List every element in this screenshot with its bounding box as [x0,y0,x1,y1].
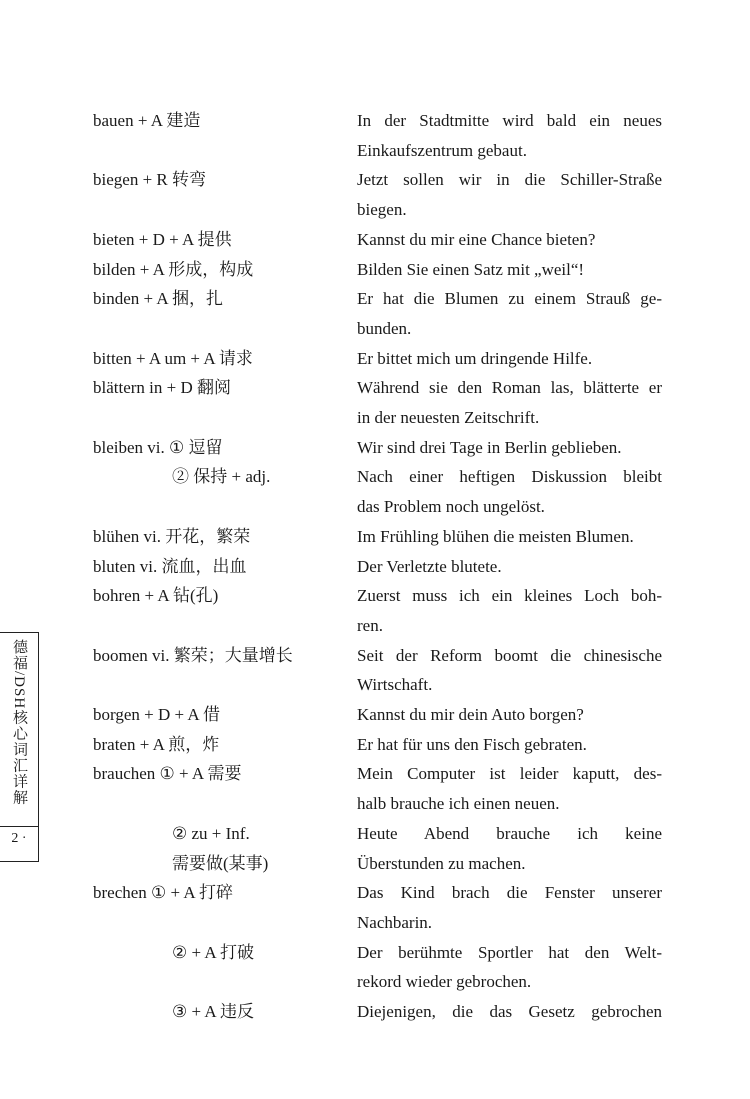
example-sentence-line: Nach einer heftigen Diskussion bleibt [357,467,662,487]
entry-headword: bohren + A 钻(孔) [93,586,219,606]
entry-headword: bitten + A um + A 请求 [93,348,253,368]
page-number: 2 · [11,831,27,846]
entry-headword: boomen vi. 繁荣；大量增长 [93,645,293,665]
entry-headword: bleiben vi. ① 逗留 [93,437,223,457]
entry-headword: binden + A 捆，扎 [93,289,224,309]
example-sentence-line: Kannst du mir eine Chance bieten? [357,229,596,249]
entry-headword: bauen + A 建造 [93,111,201,130]
example-sentence-line: Jetzt sollen wir in die Schiller-Straße [357,170,662,190]
book-title: 德福/DSH核心词汇详解 [11,639,27,806]
example-sentence-line: Bilden Sie einen Satz mit „weil“! [357,259,585,279]
example-sentence-line: biegen. [357,200,407,220]
entry-headword: blühen vi. 开花，繁荣 [93,526,251,546]
example-sentence-line: Wir sind drei Tage in Berlin geblieben. [357,437,622,457]
entry-headword: ③ + A 违反 [172,1002,254,1021]
example-sentence-line: Der berühmte Sportler hat den Welt- [357,942,662,962]
entry-headword: ② + A 打破 [172,942,254,962]
example-sentence-line: Er bittet mich um dringende Hilfe. [357,348,593,368]
example-sentence-line: Im Frühling blühen die meisten Blumen. [357,526,634,546]
entry-headword: blättern in + D 翻阅 [93,378,232,398]
side-tab [0,632,39,862]
example-sentence-line: in der neuesten Zeitschrift. [357,408,540,427]
example-sentence-line: Der Verletzte blutete. [357,556,502,576]
example-sentence-line: In der Stadtmitte wird bald ein neues [357,111,662,130]
example-sentence-line: Einkaufszentrum gebaut. [357,140,527,160]
example-sentence-line: Diejenigen, die das Gesetz gebrochen [357,1002,662,1021]
example-sentence-line: Kannst du mir dein Auto borgen? [357,705,584,724]
entry-headword-continued: 需要做(某事) [172,853,269,873]
entry-headword: ② 保持 + adj. [172,467,271,487]
example-sentence-line: rekord wieder gebrochen. [357,972,532,992]
example-sentence-line: halb brauche ich einen neuen. [357,794,560,814]
example-sentence-line: Zuerst muss ich ein kleines Loch boh- [357,586,662,606]
example-sentence-line: Nachbarin. [357,912,433,932]
side-tab-divider [0,826,38,827]
entry-headword: borgen + D + A 借 [93,705,221,724]
example-sentence-line: Seit der Reform boomt die chinesische [357,645,662,665]
example-sentence-line: Er hat die Blumen zu einem Strauß ge- [357,289,662,309]
example-sentence-line: Mein Computer ist leider kaputt, des- [357,764,662,784]
example-sentence-line: Wirtschaft. [357,675,433,695]
example-sentence-line: Überstunden zu machen. [357,853,526,873]
example-sentence-line: Das Kind brach die Fenster unserer [357,883,662,903]
example-sentence-line: ren. [357,615,383,635]
entry-headword: biegen + R 转弯 [93,170,206,190]
example-sentence-line: Heute Abend brauche ich keine [357,823,662,843]
example-sentence-line: das Problem noch ungelöst. [357,497,545,517]
example-sentence-line: Während sie den Roman las, blätterte er [357,378,662,398]
entry-headword: brechen ① + A 打碎 [93,883,234,903]
example-sentence-line: bunden. [357,318,412,338]
entry-headword: bieten + D + A 提供 [93,229,232,249]
entry-headword: bilden + A 形成，构成 [93,259,254,279]
entry-headword: ② zu + Inf. [172,823,250,843]
entry-headword: braten + A 煎，炸 [93,734,220,754]
example-sentence-line: Er hat für uns den Fisch gebraten. [357,734,587,754]
entry-headword: brauchen ① + A 需要 [93,764,242,784]
entry-headword: bluten vi. 流血，出血 [93,556,247,576]
